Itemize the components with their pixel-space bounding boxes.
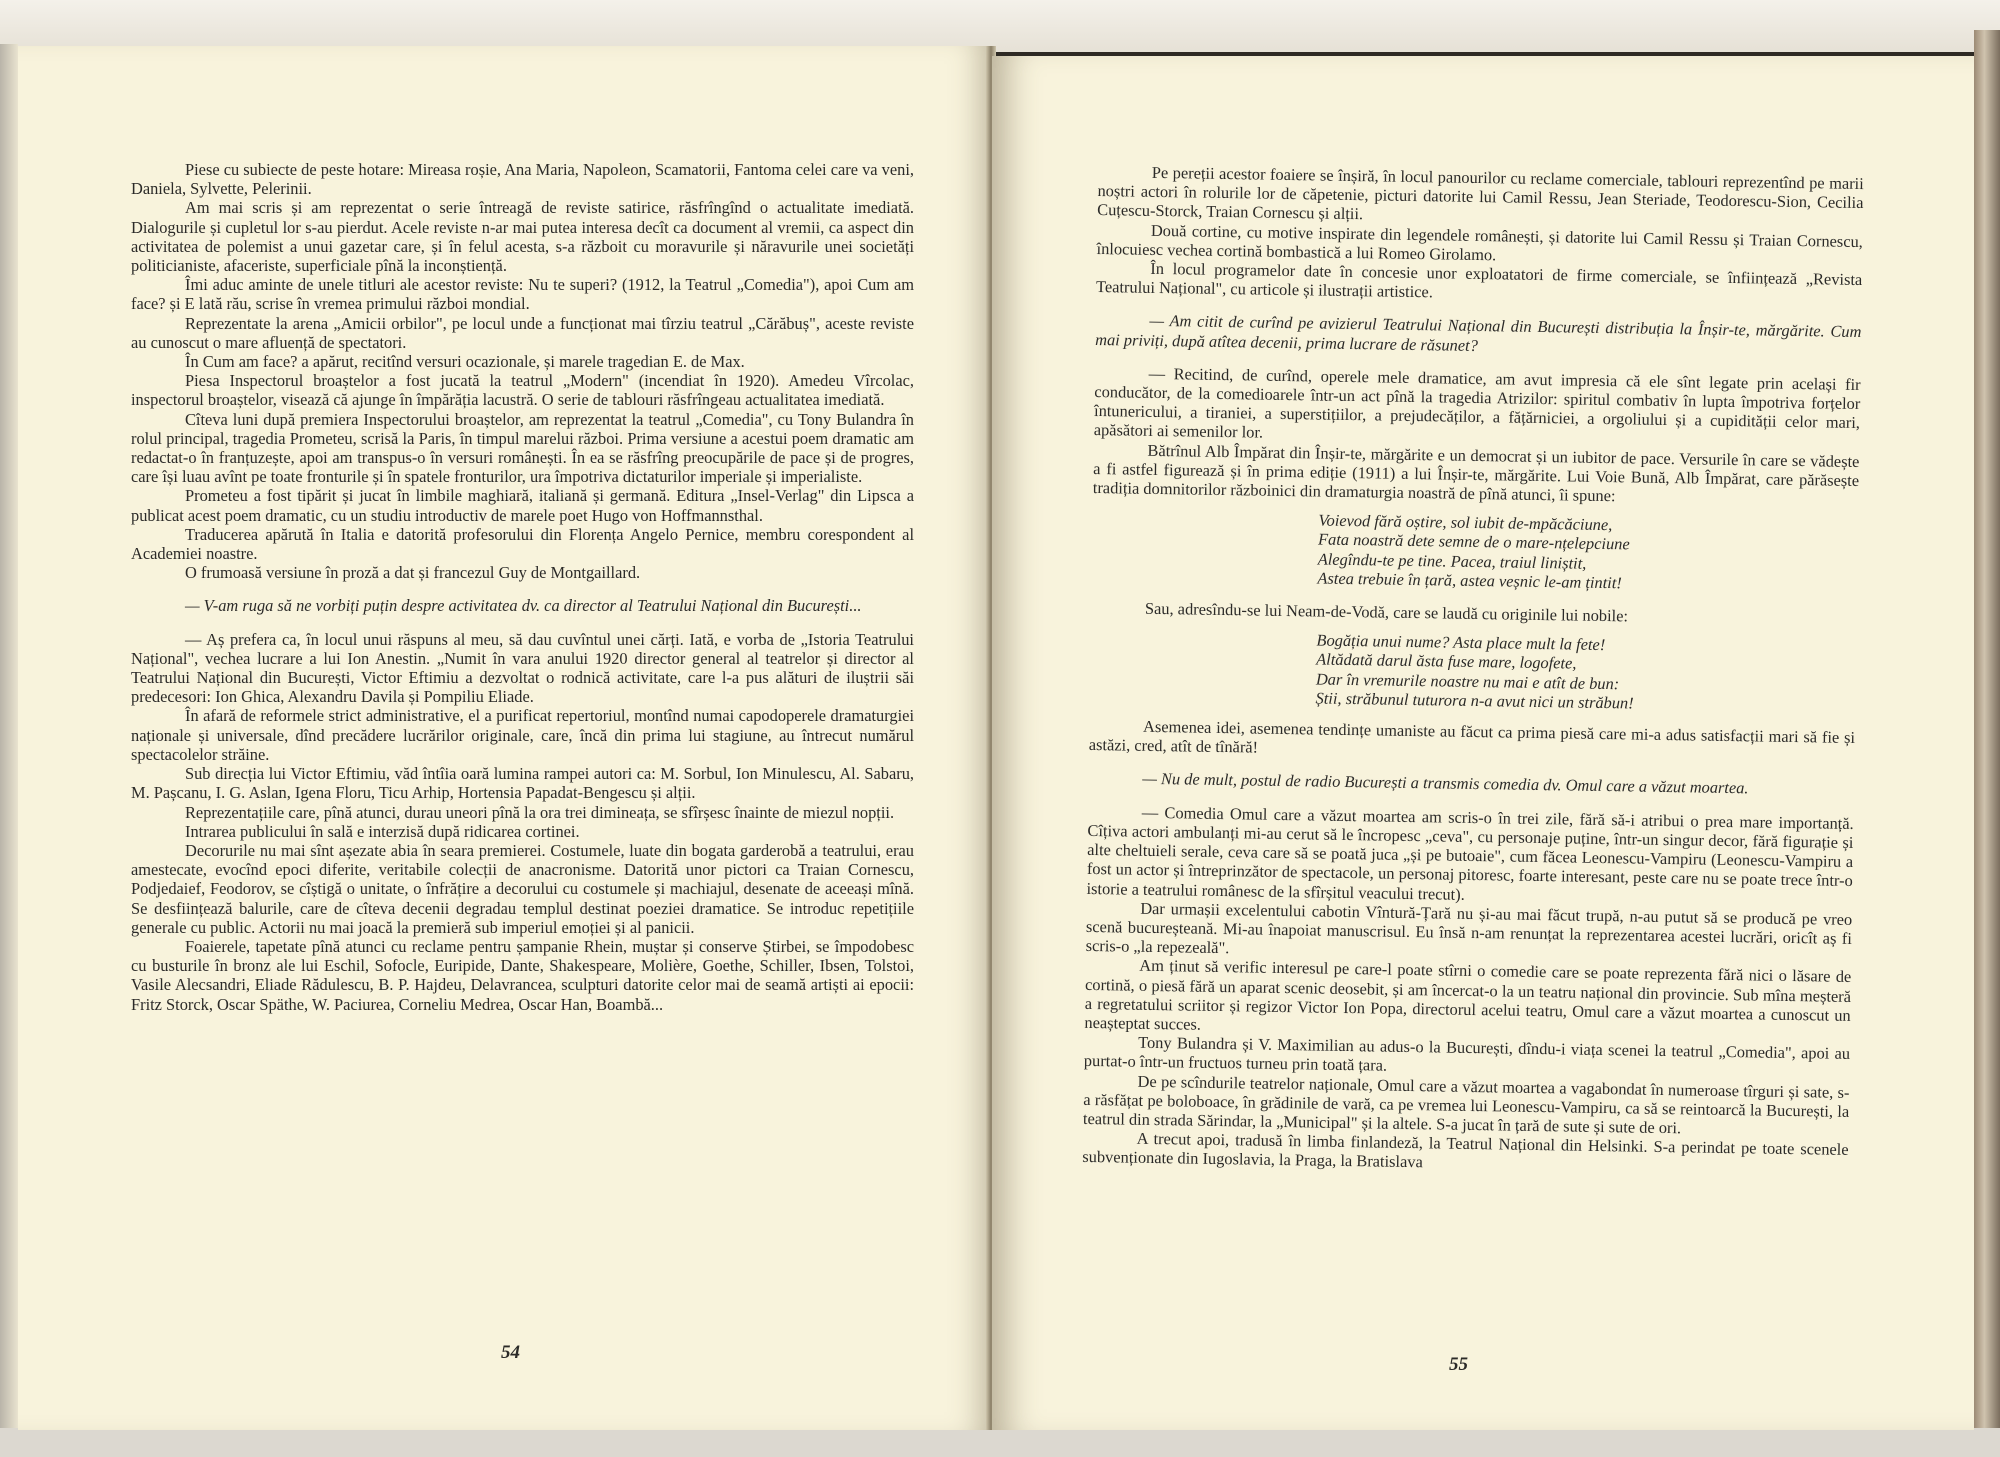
paragraph: De pe scîndurile teatrelor naționale, Omul care a văzut moartea a vagabondat în numeroase tîrguri și sate, s-a răsfățat pe boloboace, în grădinile de vară, ca pe vremea lui Leonescu-Vampiru, ca să se reintoarcă la București, la teatrul din strada Sărindar, la „Municipal" și la altele. S-a jucat în țară de sute și sute de ori. xyxy=(1082,1071,1850,1138)
poem-excerpt-1 xyxy=(1317,511,1858,596)
paragraph: — Comedia Omul care a văzut moartea am scris-o în trei zile, fără să-i atribui o prea mare importanță. Cîțiva actori ambulanți mi-au cerut să le încropesc „ceva", cu personaje puține, într-un singur decor, fără figurație și alte cheltuieli serale, ceva care să se poată juca „și pe butoaie", cum făcea Leonescu-Vampiru (Leonescu-Vampiru a fost un actor și întreprinzător de spectacole, un personaj pitoresc, foarte interesant, peste care nu se poate trece într-o istorie a teatrului românesc de la sfîrșitul veacului trecut). xyxy=(1086,802,1854,904)
paragraph: Am mai scris și am reprezentat o serie întreagă de reviste satirice, răsfrîngînd o actualitate imediată. Dialogurile și cupletul lor s-au pierdut. Acele reviste n-ar mai putea interesa decît ca document al vremii, ca aspect din activitatea de polemist a unui gazetar care, și în felul acesta, s-a războit cu moravurile și năravurile unei societăți politicianiste, afaceriste, superficiale pînă la inconștiență. xyxy=(131,198,914,276)
paragraph: Bătrînul Alb Împărat din Înșir-te, mărgărite e un democrat și un iubitor de pace. Versurile în care se vădește a fi astfel figurează și în prima ediție (1911) a lui Înșir-te, mărgărite. Lui Voie Bună, Alb Împărat, care părăsește tradiția domnitorilor războinici din dramaturgia noastră de pînă atunci, îi spune: xyxy=(1092,440,1860,506)
paragraph: Cîteva luni după premiera Inspectorului broaștelor, am reprezentat la teatrul „Comedia", cu Tony Bulandra în rolul principal, tragedia Prometeu, scrisă la Paris, în timpul marelui război. Prima versiune a acestui poem dramatic am redactat-o în franțuzește, apoi am transpus-o în versuri românești. În ea se răsfrîng preocupările de pace și de progres, care își luau avînt pe toate fronturile și în spatele fronturilor, ura împotriva dictaturilor imperiale și imperialiste. xyxy=(131,409,914,487)
paragraph: Reprezentate la arena „Amicii orbilor", pe locul unde a funcționat mai tîrziu teatrul „Cărăbuș", aceste reviste au cunoscut o mare afluență de spectatori. xyxy=(131,313,914,352)
paragraph: Piese cu subiecte de peste hotare: Mireasa roșie, Ana Maria, Napoleon, Scamatorii, Fantoma celei care va veni, Daniela, Sylvette, Pelerinii. xyxy=(131,160,914,199)
paragraph: Două cortine, cu motive inspirate din legendele românești, și datorite lui Camil Ressu și Traian Cornescu, înlocuiesc vechea cortină bombastică a lui Romeo Girolamo. xyxy=(1096,220,1864,265)
page-number-left: 54 xyxy=(501,1342,520,1363)
book-right-edge xyxy=(1974,30,2000,1430)
paragraph: Piesa Inspectorul broaștelor a fost jucată la teatrul „Modern" (incendiat în 1920). Amedeu Vîrcolac, inspectorul broaștelor, visează că ajunge în împărăția lacustră. O serie de tablouri răsfrîngeau actualitatea imediată. xyxy=(131,371,914,410)
paragraph: Pe pereții acestor foaiere se înșiră, în locul panourilor cu reclame comerciale, tablouri reprezentînd pe marii noștri actori în rolurile lor de căpetenie, picturi datorite lui Camil Ressu, Jean Steriade, Teodorescu-Sion, Cecilia Cuțescu-Storck, Traian Cornescu și alții. xyxy=(1097,162,1864,224)
paragraph: Prometeu a fost tipărit și jucat în limbile maghiară, italiană și germană. Editura „Insel-Verlag" din Lipsca a publicat acest poem dramatic, cu un studiu introductiv de marele poet Hugo von Hoffmannsthal. xyxy=(131,486,914,525)
left-page xyxy=(18,46,990,1430)
poem-line: Voievod fără oștire, sol iubit de-mpăcăciune, xyxy=(1318,510,1613,535)
paragraph: Intrarea publicului în sală e interzisă după ridicarea cortinei. xyxy=(185,821,580,841)
paragraph: — Recitind, de curînd, operele mele dramatice, am avut impresia că ele sînt legate prin același fir conducător, de la comedioarele într-un act pînă la tragedia Atrizilor: spiritul combativ în lupta împotriva forțelor întunericului, a tiraniei, a superstițiilor, a prejudecăților, a fățărniciei, a orgoliului și a cupidității celor mari, apăsători ai semenilor lor. xyxy=(1093,363,1861,443)
paragraph: Am ținut să verific interesul pe care-l poate stîrni o comedie care se poate reprezenta fără nici o lăsare de cortină, o piesă fără un aparat scenic deosebit, și am încercat-o la un teatru național din provincie. Sub mîna meșteră a regretatului scriitor și regizor Victor Ion Popa, directorul acelui teatru, Omul care a văzut moartea a cunoscut un neașteptat succes. xyxy=(1084,956,1852,1034)
interview-question: — Nu de mult, postul de radio București a transmis comedia dv. Omul care a văzut moartea. xyxy=(1142,769,1749,798)
poem-excerpt-2 xyxy=(1315,631,1856,716)
paragraph: În Cum am face? a apărut, recitînd versuri ocazionale, și marele tragedian E. de Max. xyxy=(185,352,745,372)
paragraph: Sub direcția lui Victor Eftimiu, văd întîia oară lumina rampei autori ca: M. Sorbul, Ion Minulescu, Al. Sabaru, M. Pașcanu, I. G. Aslan, Igena Floru, Ticu Arhip, Hortensia Papadat-Bengescu și alții. xyxy=(131,764,914,803)
paragraph: O frumoasă versiune în proză a dat și francezul Guy de Montgaillard. xyxy=(185,563,641,583)
left-text-column xyxy=(131,160,914,1014)
paragraph: În afară de reformele strict administrative, el a purificat repertoriul, montînd numai capodoperele dramaturgiei naționale și universale, dînd precădere lucrărilor originale, care, încă din prima lui stagiune, au întrecut numărul spectacolelor străine. xyxy=(131,706,914,764)
paragraph: — Aș prefera ca, în locul unui răspuns al meu, să dau cuvîntul unei cărți. Iată, e vorba de „Istoria Teatrului Național", vechea lucrare a lui Ion Anestin. „Numit în vara anului 1920 director general al teatrelor și director al Teatrului Național din București, Victor Eftimiu a dezvoltat o rodnică activitate, care l-a pus alături de iluștrii săi predecesori: Ion Ghica, Alexandru Davila și Pompiliu Eliade. xyxy=(131,629,914,707)
paragraph: Tony Bulandra și V. Maximilian au adus-o la București, dîndu-i viața scenei la teatrul „Comedia", apoi au purtat-o într-un fructuos turneu prin toată țara. xyxy=(1083,1032,1851,1075)
book-left-edge xyxy=(0,44,18,1434)
poem-line: Bogăția unui nume? Asta place mult la fete! xyxy=(1316,630,1606,655)
page-number-right: 55 xyxy=(1449,1354,1468,1375)
poem-line: Alegîndu-te pe tine. Pacea, traiul liniștit, xyxy=(1317,549,1587,573)
right-text-column xyxy=(1082,162,1864,1178)
paragraph: Asemenea idei, asemenea tendințe umaniste au făcut ca prima piesă care mi-a adus satisfacții mari să fie și astăzi, cred, atît de tînără! xyxy=(1088,716,1856,757)
poem-line: Fata noastră dete semne de o mare-nțelepciune xyxy=(1317,529,1630,554)
paragraph: Traducerea apărută în Italia e datorită profesorului din Florența Angelo Pernice, membru corespondent al Academiei noastre. xyxy=(131,524,914,564)
paragraph: Dar urmașii excelentului cabotin Vîntură-Țară nu și-au mai făcut trupă, n-au putut să se producă pe vreo scenă bucureșteană. Mi-au înapoiat manuscrisul. Eu însă n-am renunțat la reprezentarea acestei lucrări, oricît aș fi scris-o „la repezeală". xyxy=(1085,898,1853,958)
paragraph: A trecut apoi, tradusă în limba finlandeză, la Teatrul Național din Helsinki. S-a perindat pe toate scenele subvenționate din Iugoslavia, la Praga, la Bratislava xyxy=(1082,1128,1849,1172)
scanner-top-band xyxy=(0,0,2000,52)
paragraph: Reprezentațiile care, pînă atunci, durau uneori pînă la ora trei dimineața, se sfîrșesc înainte de miezul nopții. xyxy=(185,802,895,822)
poem-line: Dar în vremurile noastre nu mai e atît de bun: xyxy=(1315,669,1620,693)
interview-question: — V-am ruga să ne vorbiți puțin despre activitatea dv. ca director al Teatrului Național din București... xyxy=(185,596,862,616)
poem-line: Altădată darul ăsta fuse mare, logofete, xyxy=(1316,649,1577,674)
paragraph: În locul programelor date în concesie unor exploatatori de firme comerciale, se înființează „Revista Teatrului Național", cu articole și ilustrații artistice. xyxy=(1095,258,1863,302)
paragraph: Decorurile nu mai sînt așezate abia în seara premierei. Costumele, luate din bogata garderobă a teatrului, erau amestecate, evocînd epoci diferite, veritabile colecții de anacronisme. Datorită unor pictori ca Traian Cornescu, Podjedaief, Feodorov, se cîștigă o unitate, o înfrățire a decorului cu costumele și machiajul, desenate de aceeași mînă. Se desființează balurile, care de cîteva decenii degradau templul destinat poeziei dramatice. Se introduc repetițiile generale cu public. Actorii nu mai joacă la premieră sub imperiul emoției și al panicii. xyxy=(131,840,914,937)
right-page xyxy=(992,56,1974,1430)
poem-line: Astea trebuie în țară, astea veșnic le-am țintit! xyxy=(1317,568,1622,593)
paragraph: Foaierele, tapetate pînă atunci cu reclame pentru șampanie Rhein, muștar și conserve Știrbei, se împodobesc cu busturile în bronz ale lui Eschil, Sofocle, Euripide, Dante, Shakespeare, Molière, Goethe, Schiller, Ibsen, Tolstoi, Vasile Alecsandri, Eliade Rădulescu, B. P. Hajdeu, Delavrancea, sculpturi datorite celor mai de seamă artiști ai epocii: Fritz Storck, Oscar Späthe, W. Paciurea, Corneliu Medrea, Oscar Han, Boambă... xyxy=(131,936,914,1014)
interview-question: — Am citit de curînd pe avizierul Teatrului Național din București distribuția la Înșir-te, mărgărite. Cum mai priviți, după atîtea decenii, prima lucrare de răsunet? xyxy=(1095,311,1862,355)
scanner-bottom-band xyxy=(0,1428,2000,1457)
poem-line: Știi, străbunul tuturora n-a avut nici un străbun! xyxy=(1315,688,1634,713)
paragraph: Îmi aduc aminte de unele titluri ale acestor reviste: Nu te superi? (1912, la Teatrul „Comedia"), apoi Cum am face? și E lată rău, scrise în vremea primului război mondial. xyxy=(131,275,914,314)
paragraph: Sau, adresîndu-se lui Neam-de-Vodă, care se laudă cu originile lui nobile: xyxy=(1144,598,1629,626)
